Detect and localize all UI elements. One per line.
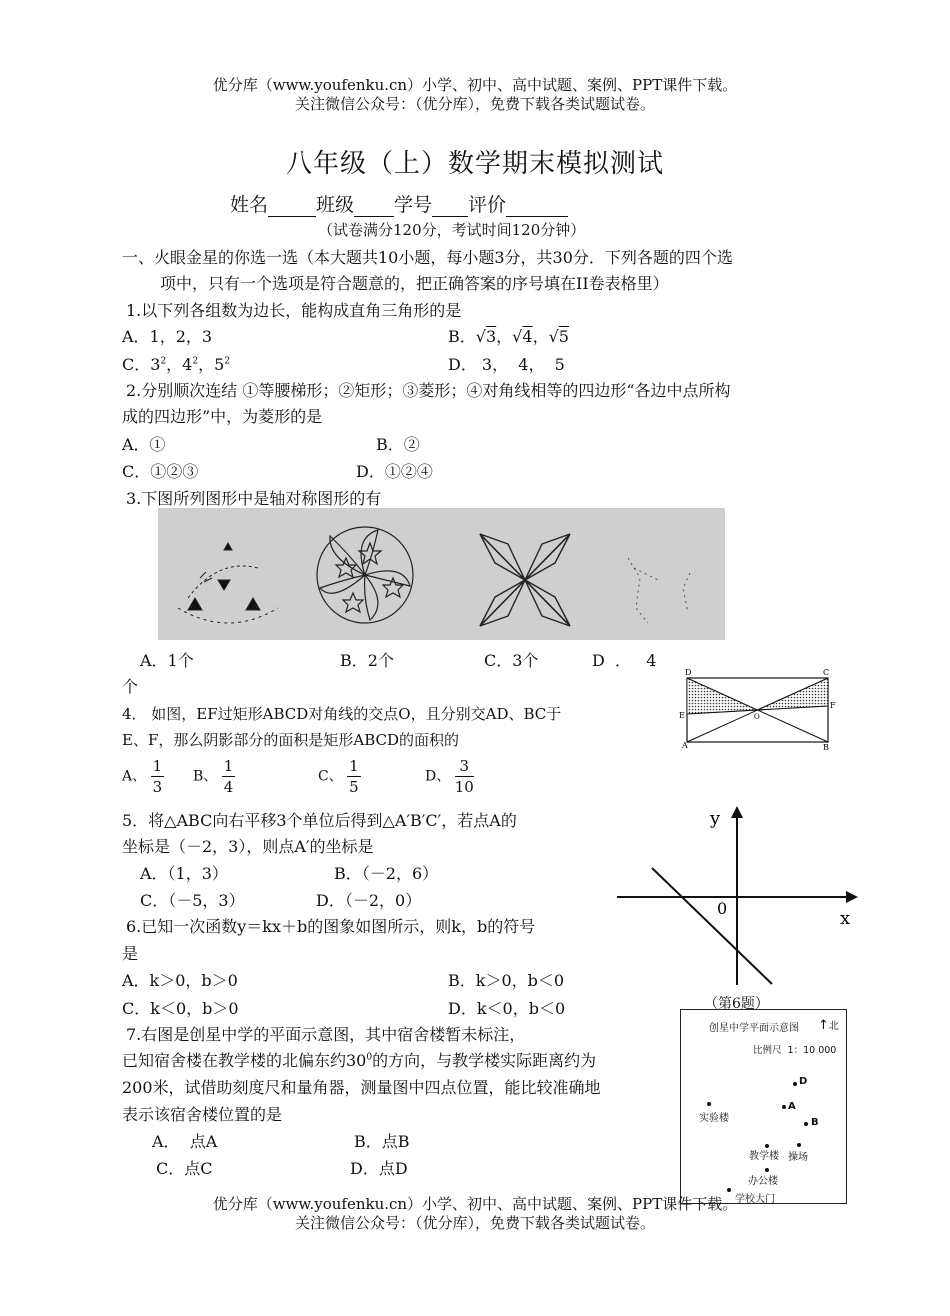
q7-line4: 表示该宿舍楼位置的是 <box>122 1105 283 1124</box>
header-line-2: 关注微信公众号：（优分库），免费下载各类试题试卷。 <box>294 95 655 113</box>
name-label: 姓名 <box>230 194 269 216</box>
numerator: 1 <box>152 757 163 775</box>
figure-triangles <box>178 543 278 623</box>
q1-b-r3: 5 <box>558 327 569 346</box>
q1-option-b: B．√3，√4，√5 <box>448 327 569 346</box>
q5-line1: 5．将△ABC向右平移3个单位后得到△A′B′C′，若点A的 <box>122 811 517 830</box>
q3-option-d: D ． 4 <box>592 651 657 670</box>
q1-b-prefix: B． <box>448 327 476 346</box>
playground-dot <box>797 1143 801 1147</box>
exponent: 2 <box>160 356 167 367</box>
q3-option-b: B．2个 <box>340 651 394 670</box>
q1-b-r2: 4 <box>522 327 533 346</box>
q6-option-a: A．k＞0，b＞0 <box>122 971 238 990</box>
figure-rhombus-pinwheel <box>480 534 570 626</box>
point-d-dot <box>793 1082 797 1086</box>
eval-blank[interactable] <box>506 200 568 217</box>
q1-stem: 1.以下列各组数为边长，能构成直角三角形的是 <box>126 301 462 320</box>
lab-label: 实验楼 <box>699 1113 729 1124</box>
office-label: 办公楼 <box>748 1176 778 1187</box>
y-axis-label: y <box>710 808 721 829</box>
q6-line1: 6.已知一次函数y＝kx＋b的图象如图所示，则k，b的符号 <box>126 917 536 936</box>
q1-b-r1: 3 <box>485 327 497 346</box>
q4-c-label: C、 <box>318 768 343 785</box>
q7-option-d: D．点D <box>350 1159 408 1178</box>
label-b: B <box>823 743 829 752</box>
x-axis-label: x <box>840 908 851 929</box>
q4-a-label: A、 <box>122 768 147 785</box>
graph6-caption: （第6题） <box>704 996 769 1012</box>
q5-option-d: D．（－2，0） <box>316 891 422 910</box>
q2-line2: 成的四边形”中，为菱形的是 <box>122 407 323 426</box>
gate-label: 学校大门 <box>735 1194 775 1205</box>
denominator: 3 <box>152 778 163 796</box>
q4-option-d <box>425 756 474 797</box>
q6-option-d: D．k＜0，b＜0 <box>448 999 566 1018</box>
footer-line-2: 关注微信公众号：（优分库），免费下载各类试题试卷。 <box>294 1214 655 1232</box>
section1-line1: 一、火眼金星的你选一选（本大题共10小题，每小题3分，共30分．下列各题的四个选 <box>122 248 733 267</box>
label-d: D <box>685 668 692 677</box>
q4-b-label: B、 <box>193 768 218 785</box>
playground-label: 操场 <box>788 1152 808 1163</box>
class-label: 班级 <box>316 194 355 216</box>
q6-option-b: B．k＞0，b＜0 <box>448 971 565 990</box>
q3-figure-strip <box>158 508 725 640</box>
numerator: 1 <box>349 757 359 775</box>
fraction-a <box>151 756 165 797</box>
q6-line2: 是 <box>122 944 139 963</box>
denominator: 5 <box>349 778 359 796</box>
q3-option-c: C．3个 <box>484 651 539 670</box>
point-b-label: B <box>811 1117 819 1128</box>
q3-option-a: A．1个 <box>140 651 194 670</box>
label-f: F <box>830 701 836 710</box>
footer-line-1: 优分库（www.youfenku.cn）小学、初中、高中试题、案例、PPT课件下载。 <box>212 1195 738 1213</box>
q3-option-d-cont: 个 <box>122 677 139 696</box>
sqrt-symbol-icon: √ <box>475 327 486 346</box>
q7-line3: 200米，试借助刻度尺和量角器，测量图中四点位置，能比较准确地 <box>122 1078 601 1097</box>
q1-c-mid1: ，4 <box>166 355 193 374</box>
class-blank[interactable] <box>354 200 394 217</box>
q5-option-b: B．（－2，6） <box>334 864 439 883</box>
name-blank[interactable] <box>268 200 316 217</box>
fraction-c <box>347 756 361 797</box>
north-label: 北 <box>828 1021 839 1032</box>
q7-line1: 7.右图是创星中学的平面示意图，其中宿舍楼暂未标注， <box>126 1025 526 1044</box>
numerator: 1 <box>223 757 234 775</box>
q2-line1: 2.分别顺次连结 ①等腰梯形；②矩形；③菱形；④对角线相等的四边形“各边中点所构 <box>126 381 731 400</box>
number-blank[interactable] <box>432 200 468 217</box>
label-a: A <box>682 741 688 750</box>
student-info-line <box>230 190 568 217</box>
q4-line2: E、F，那么阴影部分的面积是矩形ABCD的面积的 <box>122 731 459 749</box>
sqrt-symbol-icon: √ <box>548 327 559 346</box>
label-c: C <box>823 668 830 677</box>
point-a-dot <box>782 1105 786 1109</box>
point-b-dot <box>804 1122 808 1126</box>
q4-option-a <box>122 756 164 797</box>
shaded-region-left <box>687 678 757 714</box>
map-title: 创星中学平面示意图 <box>709 1023 799 1034</box>
figure-faint-star <box>628 558 690 623</box>
q5-option-a: A．（1，3） <box>140 864 228 883</box>
q2-option-b: B．② <box>376 435 420 454</box>
north-arrow-icon: ↑ <box>818 1018 829 1033</box>
q7-option-a: A． 点A <box>152 1132 218 1151</box>
q5-option-c: C．（－5，3） <box>140 891 245 910</box>
exponent: 2 <box>192 356 199 367</box>
point-a-label: A <box>788 1101 796 1112</box>
lab-dot <box>707 1102 711 1106</box>
exam-note: （试卷满分120分，考试时间120分钟） <box>318 221 586 239</box>
label-e: E <box>679 711 685 720</box>
q1-c-prefix: C．3 <box>122 355 161 374</box>
teaching-building-label: 教学楼 <box>749 1151 779 1162</box>
q7-line2 <box>122 1048 596 1071</box>
eval-label: 评价 <box>468 194 507 216</box>
q4-option-b <box>193 756 235 797</box>
x-axis-arrow-icon <box>846 891 858 903</box>
denominator: 4 <box>223 778 234 796</box>
gate-dot <box>727 1188 731 1192</box>
q2-option-c: C．①②③ <box>122 462 199 481</box>
q1-option-a: A．1，2，3 <box>122 327 213 346</box>
point-d-label: D <box>799 1076 808 1087</box>
header-line-1: 优分库（www.youfenku.cn）小学、初中、高中试题、案例、PPT课件下载。 <box>212 76 738 94</box>
origin-label: 0 <box>717 899 728 918</box>
q1-c-mid2: ，5 <box>198 355 225 374</box>
q3-figures-svg <box>158 508 725 640</box>
q4-option-c <box>318 756 361 797</box>
q6-option-c: C．k＜0，b＞0 <box>122 999 239 1018</box>
q1-option-c <box>122 352 230 375</box>
number-label: 学号 <box>394 194 433 216</box>
exponent: 2 <box>224 356 231 367</box>
figure-stars-circle <box>317 527 413 623</box>
section1-line2: 项中，只有一个选项是符合题意的，把正确答案的序号填在II卷表格里） <box>160 274 669 293</box>
q7-line2-pre: 已知宿舍楼在教学楼的北偏东约30 <box>122 1051 367 1070</box>
sqrt-symbol-icon: √ <box>512 327 523 346</box>
fraction-d <box>455 756 474 797</box>
y-axis-arrow-icon <box>731 806 743 818</box>
q2-option-d: D．①②④ <box>356 462 433 481</box>
degree-superscript: 0 <box>366 1052 373 1063</box>
label-o: O <box>754 713 760 721</box>
q7-option-b: B．点B <box>354 1132 410 1151</box>
q1-option-d: D． 3， 4， 5 <box>448 355 565 374</box>
q4-d-label: D、 <box>425 768 451 785</box>
map-scale: 比例尺 1：10 000 <box>753 1045 837 1056</box>
q4-line1: 4． 如图，EF过矩形ABCD对角线的交点O，且分别交AD、BC于 <box>122 705 562 723</box>
numerator: 3 <box>455 756 474 777</box>
q7-option-c: C．点C <box>156 1159 213 1178</box>
q6-line-graph <box>612 800 862 990</box>
q5-line2: 坐标是（－2，3），则点A′的坐标是 <box>122 837 374 856</box>
q7-line2-post: 的方向，与教学楼实际距离约为 <box>372 1051 597 1070</box>
north-indicator <box>818 1017 839 1033</box>
q2-option-a: A．① <box>122 435 166 454</box>
school-map <box>680 1009 847 1204</box>
denominator: 10 <box>454 778 474 796</box>
fraction-b <box>222 756 236 797</box>
q4-rectangle-figure <box>676 666 840 754</box>
q3-stem: 3.下图所列图形中是轴对称图形的有 <box>126 489 382 508</box>
linear-function-line <box>652 868 772 984</box>
page-title: 八年级（上）数学期末模拟测试 <box>285 149 664 179</box>
